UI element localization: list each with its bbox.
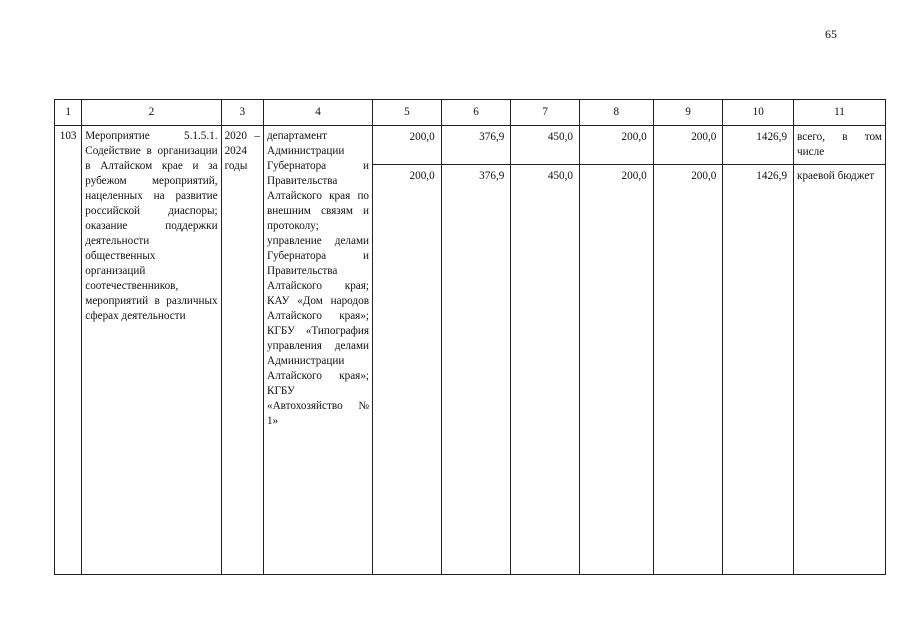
- total-value-cell: 1426,9: [723, 126, 794, 165]
- funding-source-cell: всего, в том числе: [794, 126, 886, 165]
- value-cell: 200,0: [373, 126, 442, 165]
- value-cell: 450,0: [511, 126, 580, 165]
- value-cell: 200,0: [653, 165, 723, 575]
- header-cell: 11: [794, 100, 886, 126]
- value-cell: 376,9: [441, 165, 511, 575]
- budget-table: [54, 99, 886, 575]
- table-row: [55, 126, 886, 165]
- value-cell: 200,0: [580, 126, 654, 165]
- value-cell: 200,0: [653, 126, 723, 165]
- measure-text: Мероприятие 5.1.5.1. Содействие в организации в Алтайском крае и за рубежом мероприятий, нацеленных на развитие российской диаспоры; оказание поддержки деятельности общественных организаций соотечественников, мероприятий в различных сферах деятельности: [85, 130, 218, 322]
- measure-cell: [82, 126, 221, 575]
- row-number-cell: 103: [55, 126, 82, 575]
- executors-cell: [263, 126, 372, 575]
- header-cell: 7: [511, 100, 580, 126]
- header-cell: 3: [221, 100, 263, 126]
- header-cell: 6: [441, 100, 511, 126]
- header-cell: 5: [373, 100, 442, 126]
- header-cell: 1: [55, 100, 82, 126]
- page-number: 65: [825, 27, 837, 41]
- header-cell: 4: [263, 100, 372, 126]
- period-cell: [221, 126, 263, 575]
- header-cell: 9: [653, 100, 723, 126]
- value-cell: 376,9: [441, 126, 511, 165]
- executors-text: департамент Администрации Губернатора и Правительства Алтайского края по внешним связям и протоколу; управление делами Губернатора и Правительства Алтайского края; КАУ «Дом народов Алтайского края»; КГБУ «Типография управления делами Администрации Алтайского края»; КГБУ «Автохозяйство № 1»: [266, 130, 370, 427]
- period-text: 2020 – 2024 годы: [224, 130, 260, 172]
- header-cell: 8: [580, 100, 654, 126]
- funding-source-cell: краевой бюджет: [794, 165, 886, 575]
- value-cell: 200,0: [580, 165, 654, 575]
- header-cell: 2: [82, 100, 221, 126]
- total-value-cell: 1426,9: [723, 165, 794, 575]
- value-cell: 450,0: [511, 165, 580, 575]
- header-cell: 10: [723, 100, 794, 126]
- table-header-row: [55, 100, 886, 126]
- value-cell: 200,0: [373, 165, 442, 575]
